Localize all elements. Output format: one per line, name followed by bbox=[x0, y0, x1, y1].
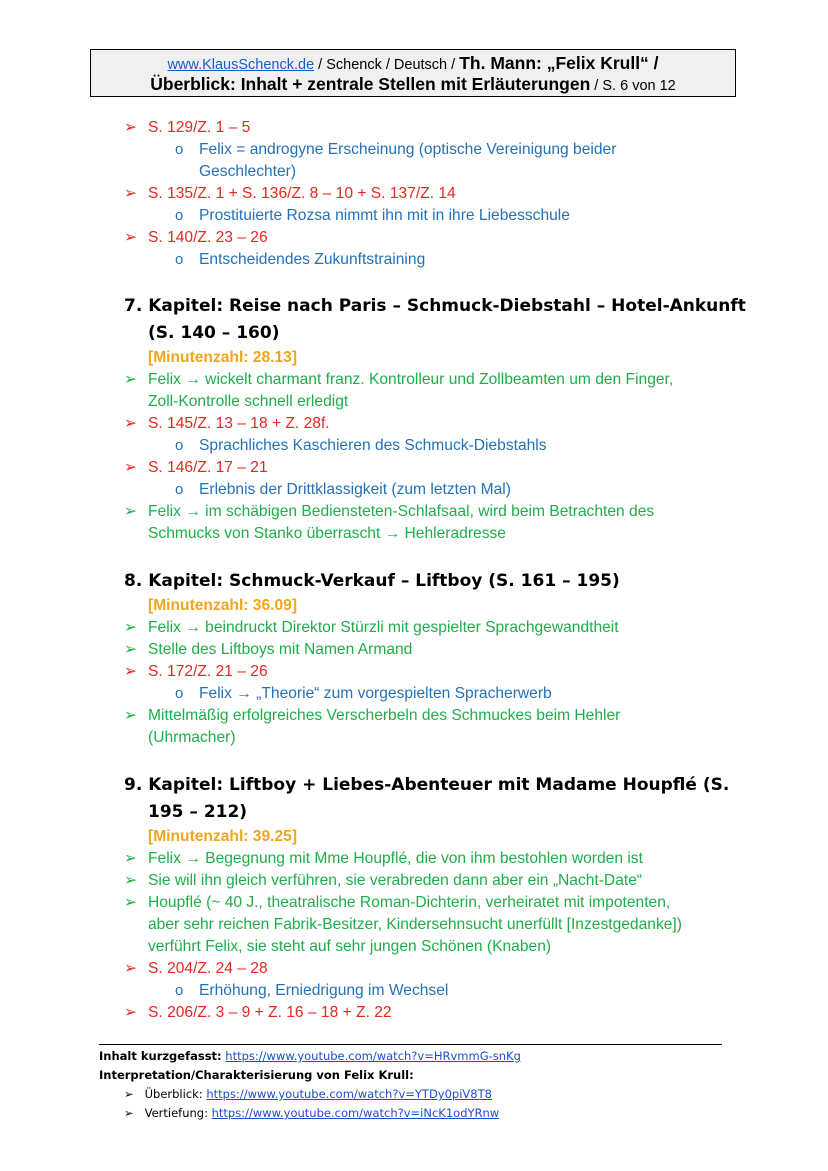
list-item-cont: Schmucks von Stanko überrascht → Hehleradresse bbox=[148, 525, 506, 542]
list-item: ➢ S. 204/Z. 24 – 28 bbox=[124, 958, 268, 980]
footer-interpretation: Interpretation/Charakterisierung von Felix Krull: bbox=[99, 1068, 414, 1082]
list-item-cont: (Uhrmacher) bbox=[148, 729, 236, 746]
arrow-bullet-icon: ➢ bbox=[124, 960, 138, 977]
list-item: ➢ S. 145/Z. 13 – 18 + Z. 28f. bbox=[124, 413, 330, 435]
footer-summary: Inhalt kurzgefasst: https://www.youtube.com/watch?v=HRvmmG-snKg bbox=[99, 1049, 521, 1063]
arrow-bullet-icon: ➢ bbox=[124, 1106, 134, 1120]
list-item-cont: verführt Felix, sie steht auf sehr jungen Schönen (Knaben) bbox=[148, 938, 552, 955]
list-item: o Prostituierte Rozsa nimmt ihn mit in ihre Liebesschule bbox=[175, 205, 570, 227]
chapter-9-minutes: [Minutenzahl: 39.25] bbox=[148, 828, 298, 845]
site-link[interactable]: www.KlausSchenck.de bbox=[167, 57, 315, 73]
list-item: ➢ Felix → wickelt charmant franz. Kontrolleur und Zollbeamten um den Finger, bbox=[124, 369, 673, 391]
list-item: o Entscheidendes Zukunftstraining bbox=[175, 249, 425, 271]
deep-link[interactable]: https://www.youtube.com/watch?v=iNcK1odYRnw bbox=[211, 1106, 500, 1120]
list-item: ➢ S. 140/Z. 23 – 26 bbox=[124, 227, 268, 249]
chapter-7-minutes: [Minutenzahl: 28.13] bbox=[148, 349, 298, 366]
list-item: ➢ S. 172/Z. 21 – 26 bbox=[124, 661, 268, 683]
chapter-7-pages: (S. 140 – 160) bbox=[148, 323, 280, 343]
circle-bullet-icon: o bbox=[175, 251, 184, 268]
arrow-bullet-icon: ➢ bbox=[124, 459, 138, 476]
header-title-b: Überblick: Inhalt + zentrale Stellen mit Erläuterungen bbox=[150, 74, 591, 94]
circle-bullet-icon: o bbox=[175, 207, 184, 224]
chapter-8-minutes: [Minutenzahl: 36.09] bbox=[148, 597, 298, 614]
arrow-bullet-icon: ➢ bbox=[124, 707, 138, 724]
header-path: / Schenck / Deutsch / bbox=[314, 57, 460, 73]
list-item: ➢ Houpflé (~ 40 J., theatralische Roman-Dichterin, verheiratet mit impotenten, bbox=[124, 892, 670, 914]
arrow-bullet-icon: ➢ bbox=[124, 503, 138, 520]
footer-overview: ➢ Überblick: https://www.youtube.com/watch?v=YTDy0piV8T8 bbox=[124, 1087, 492, 1101]
arrow-bullet-icon: ➢ bbox=[124, 119, 138, 136]
list-item: ➢ Felix → beindruckt Direktor Stürzli mit gespielter Sprachgewandtheit bbox=[124, 617, 619, 639]
list-item: ➢ S. 146/Z. 17 – 21 bbox=[124, 457, 268, 479]
arrow-bullet-icon: ➢ bbox=[124, 663, 138, 680]
list-item: o Erhöhung, Erniedrigung im Wechsel bbox=[175, 980, 448, 1002]
arrow-bullet-icon: ➢ bbox=[124, 619, 138, 636]
circle-bullet-icon: o bbox=[175, 481, 184, 498]
list-item: ➢ S. 206/Z. 3 – 9 + Z. 16 – 18 + Z. 22 bbox=[124, 1002, 392, 1024]
list-item: ➢ Mittelmäßig erfolgreiches Verscherbeln des Schmuckes beim Hehler bbox=[124, 705, 620, 727]
list-item: ➢ S. 129/Z. 1 – 5 bbox=[124, 117, 250, 139]
list-item-cont: aber sehr reichen Fabrik-Besitzer, Kindersehnsucht unerfüllt [Inzestgedanke]) bbox=[148, 916, 682, 933]
chapter-9-title: 9. Kapitel: Liftboy + Liebes-Abenteuer mit Madame Houpflé (S. bbox=[124, 775, 730, 795]
footer-deep: ➢ Vertiefung: https://www.youtube.com/watch?v=iNcK1odYRnw bbox=[124, 1106, 500, 1120]
arrow-bullet-icon: ➢ bbox=[124, 641, 138, 658]
list-item: o Felix = androgyne Erscheinung (optische Vereinigung beider bbox=[175, 139, 616, 161]
summary-link[interactable]: https://www.youtube.com/watch?v=HRvmmG-snKg bbox=[225, 1049, 521, 1063]
list-item: o Felix → „Theorie“ zum vorgespielten Spracherwerb bbox=[175, 683, 552, 705]
footer-divider bbox=[99, 1044, 722, 1045]
chapter-8-title: 8. Kapitel: Schmuck-Verkauf – Liftboy (S. 161 – 195) bbox=[124, 571, 620, 591]
list-item: ➢ Sie will ihn gleich verführen, sie verabreden dann aber ein „Nacht-Date“ bbox=[124, 870, 642, 892]
arrow-bullet-icon: ➢ bbox=[124, 1004, 138, 1021]
arrow-bullet-icon: ➢ bbox=[124, 1087, 134, 1101]
list-item-cont: Zoll-Kontrolle schnell erledigt bbox=[148, 393, 349, 410]
arrow-bullet-icon: ➢ bbox=[124, 371, 138, 388]
arrow-bullet-icon: ➢ bbox=[124, 894, 138, 911]
list-item: ➢ Stelle des Liftboys mit Namen Armand bbox=[124, 639, 412, 661]
circle-bullet-icon: o bbox=[175, 685, 184, 702]
page-header bbox=[90, 49, 736, 97]
arrow-bullet-icon: ➢ bbox=[124, 185, 138, 202]
list-item: ➢ S. 135/Z. 1 + S. 136/Z. 8 – 10 + S. 137/Z. 14 bbox=[124, 183, 456, 205]
circle-bullet-icon: o bbox=[175, 982, 184, 999]
list-item: ➢ Felix → Begegnung mit Mme Houpflé, die von ihm bestohlen worden ist bbox=[124, 848, 643, 870]
header-line-1 bbox=[91, 54, 735, 75]
circle-bullet-icon: o bbox=[175, 437, 184, 454]
overview-link[interactable]: https://www.youtube.com/watch?v=YTDy0piV8T8 bbox=[206, 1087, 492, 1101]
header-title-a: Th. Mann: „Felix Krull“ / bbox=[459, 53, 659, 73]
arrow-bullet-icon: ➢ bbox=[124, 415, 138, 432]
circle-bullet-icon: o bbox=[175, 141, 184, 158]
arrow-bullet-icon: ➢ bbox=[124, 872, 138, 889]
list-item: o Erlebnis der Drittklassigkeit (zum letzten Mal) bbox=[175, 479, 511, 501]
page-number: / S. 6 von 12 bbox=[590, 78, 676, 94]
chapter-7-title: 7. Kapitel: Reise nach Paris – Schmuck-Diebstahl – Hotel-Ankunft bbox=[124, 296, 746, 316]
list-item: o Sprachliches Kaschieren des Schmuck-Diebstahls bbox=[175, 435, 547, 457]
list-item-cont: Geschlechter) bbox=[199, 163, 297, 180]
header-line-2 bbox=[91, 75, 735, 96]
list-item: ➢ Felix → im schäbigen Bediensteten-Schlafsaal, wird beim Betrachten des bbox=[124, 501, 654, 523]
chapter-9-pages: 195 – 212) bbox=[148, 802, 248, 822]
arrow-bullet-icon: ➢ bbox=[124, 229, 138, 246]
arrow-bullet-icon: ➢ bbox=[124, 850, 138, 867]
